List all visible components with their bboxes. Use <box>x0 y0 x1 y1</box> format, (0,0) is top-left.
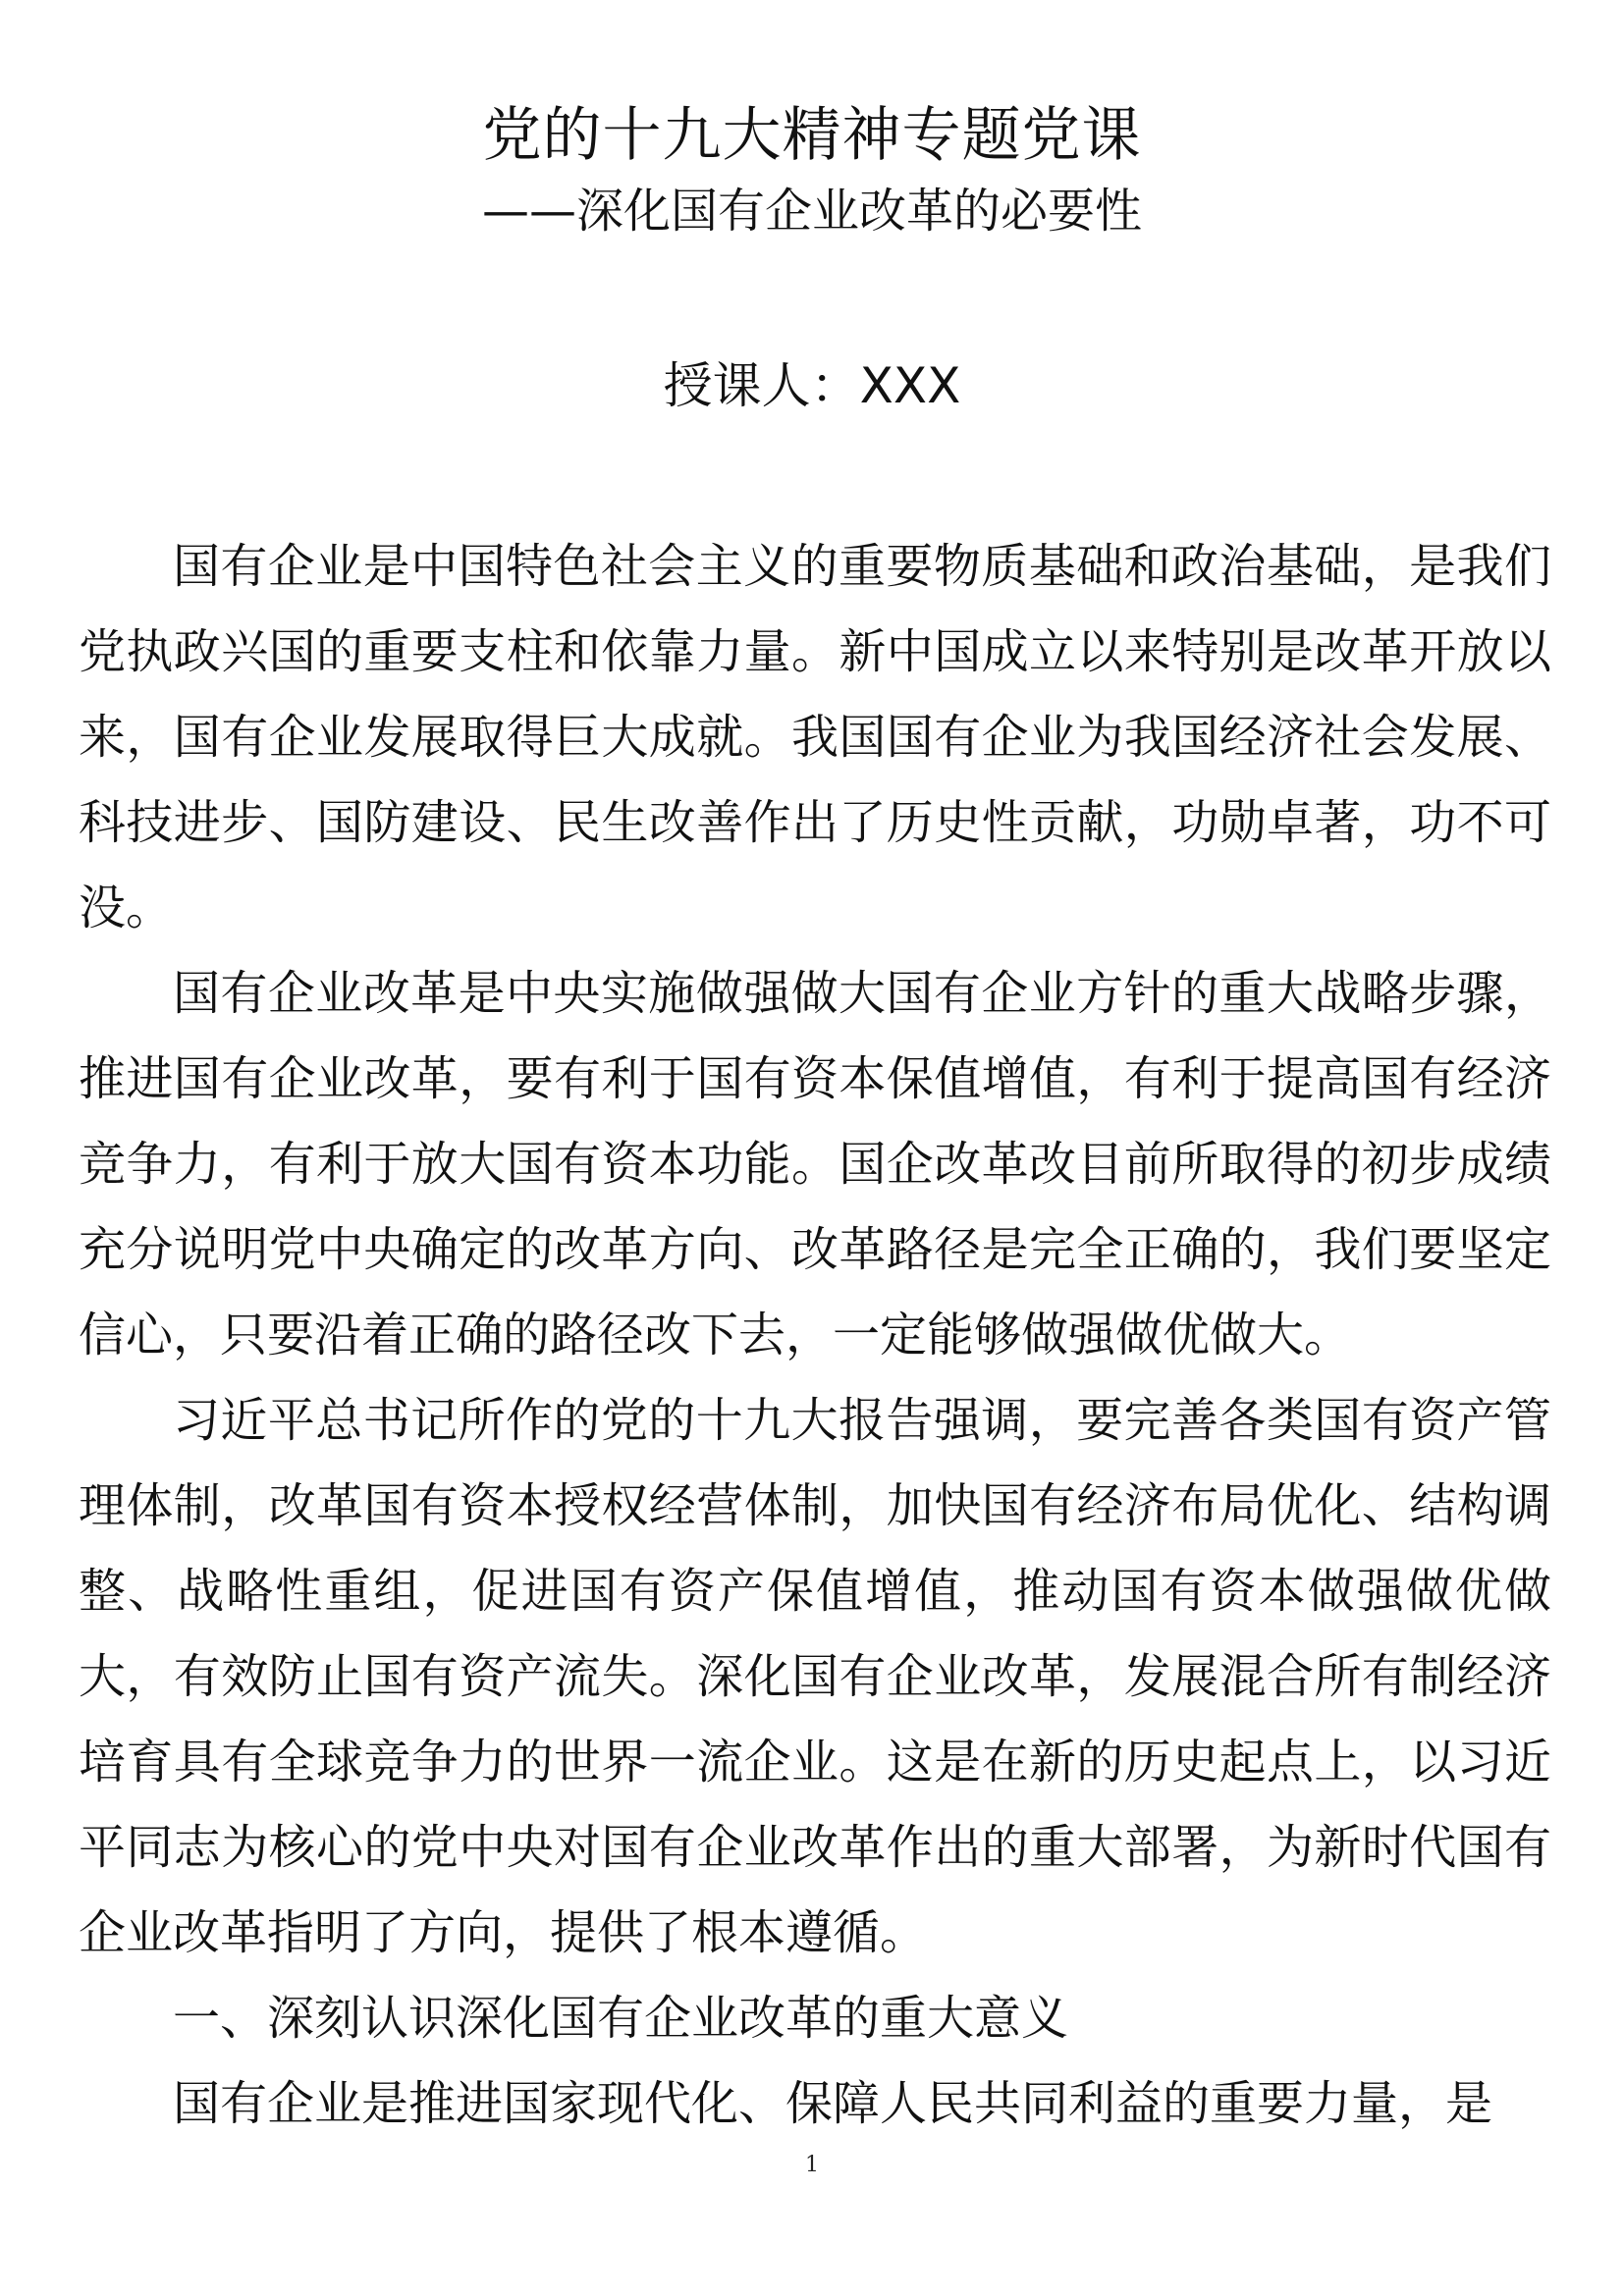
paragraph: 国有企业改革是中央实施做强做大国有企业方针的重大战略步骤，推进国有企业改革，要有利于国有资本保值增值，有利于提高国有经济竞争力，有利于放大国有资本功能。国企改革改目前所取得的初步成绩充分说明党中央确定的改革方向、改革路径是完全正确的，我们要坚定信心，只要沿着正确的路径改下去，一定能够做强做优做大。 <box>79 966 1551 1362</box>
document-subtitle: ——深化国有企业改革的必要性 <box>481 184 1142 239</box>
paragraph: 国有企业是中国特色社会主义的重要物质基础和政治基础，是我们党执政兴国的重要支柱和依靠力量。新中国成立以来特别是改革开放以来，国有企业发展取得巨大成就。我国国有企业为我国经济社会发展、科技进步、国防建设、民生改善作出了历史性贡献，功勋卓著，功不可没。 <box>79 539 1551 935</box>
paragraph: 习近平总书记所作的党的十九大报告强调，要完善各类国有资产管理体制，改革国有资本授权经营体制，加快国有经济布局优化、结构调整、战略性重组，促进国有资产保值增值，推动国有资本做强做优做大，有效防止国有资产流失。深化国有企业改革，发展混合所有制经济培育具有全球竞争力的世界一流企业。这是在新的历史起点上，以习近平同志为核心的党中央对国有企业改革作出的重大部署，为新时代国有企业改革指明了方向，提供了根本遵循。 <box>79 1393 1551 1960</box>
document-title: 党的十九大精神专题党课 <box>482 101 1142 170</box>
page-number: 1 <box>805 2153 819 2177</box>
document-body <box>79 524 1551 2147</box>
section-heading: 一、深刻认识深化国有企业改革的重大意义 <box>173 1991 1069 2046</box>
paragraph: 国有企业是推进国家现代化、保障人民共同利益的重要力量，是 <box>173 2076 1493 2131</box>
lecturer-line: 授课人：XXX <box>663 357 961 414</box>
